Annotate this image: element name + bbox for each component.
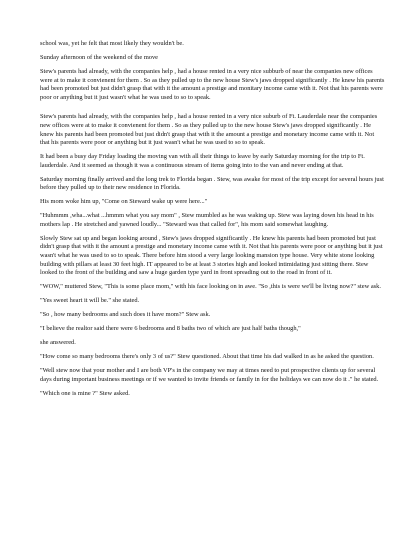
paragraph: Slowly Stew sat up and began looking around , Stew's jaws dropped significantly . He knew his parents had been promoted but just didn't grasp that with it the amount a prestige and monetary income came with it. Not that his parents were poor or anything but it just wasn't what he was used to so to speak. There before him stood a very large looking mansion type house. Very white stone looking building with pillars at least 30 feet high. IT appeared to be at least 3 stories high and looked intimidating just sitting there. Stew looked to the front of the building and saw a huge garden type yard in front spreading out to the road in front of it. [40,234,383,277]
paragraph: school was, yet he felt that most likely they wouldn't be. [40,40,184,47]
paragraph: she answered. [40,339,76,347]
paragraph: "Huhmmm ,wha...what ...hmmm what you say mom" , Stew mumbled as he was waking up. Stew was laying down his head in his mothers lap . He stretched and yawned loudly... "Steward was that called for", his mom said somewhat laughing. [40,212,374,228]
story-text [40,40,385,404]
scene-heading: Sunday afternoon of the weekend of the move [40,53,159,61]
paragraph: It had been a busy day Friday loading the moving van with all their things to leave by early Saturday morning for the trip to Ft. lauderdale. And it seemed as though it was a continuous stream of items going into to the van and never ending at that. [40,153,365,169]
paragraph: Stew's parents had already, with the companies help , had a house rented in a very nice subburb of near the companies new offices were at to make it convienent for them . So as they pulled up to the new house Stew's jaws dropped significantly . He knew his parents had been promoted but just didn't grasp that with it the amount a prestige and monitary income came with it. Not that his parents were poor or anything but it just wasn't what he was used to so to speak. [40,67,385,101]
paragraph: "How come so many bedrooms there's only 3 of us?" Stew questioned. About that time his dad walked in as he asked the question. [40,353,374,361]
paragraph: "Well stew now that your mother and I are both VP's in the company we may at times need to put prospective clients up for several days during important business meetings or if we wanted to invite friends or family in for the holidays we can now do it ." he stated. [40,367,379,383]
paragraph: Saturday morning finally arrived and the long trek to Florida began . Stew, was awake for most of the trip except for several hours just before they pulled up to their new residence in Florida. [40,175,384,192]
paragraph: Stew's parents had already, with the companies help , had a house rented in a very nice suburb of Ft. Lauderdale near the companies new offices were at to make it convienent for them . So as they pulled up to the new house Stew's jaws dropped significantly . He knew his parents had been promoted but just didn't grasp that with it the amount a prestige and monetary income came with it. Not that his parents were poor or anything but it just wasn't what he was used to so to speak. [40,113,378,147]
paragraph: "So , how many bedrooms and such does it have mom?" Stew ask. [40,311,211,319]
paragraph: His mom woke him up, "Come on Steward wake up were here..." [40,198,208,206]
paragraph: "WOW," muttered Stew, "This is some place mom," with his face looking on in awe. "So ,this is were we'll be living now?" stew ask. [40,283,381,291]
paragraph: "Yes sweet heart it will be." she stated. [40,297,140,305]
paragraph: "I believe the realtor said there were 6 bedrooms and 8 baths two of which are just half baths though," [40,325,301,333]
paragraph: "Which one is mine ?" Stew asked. [40,389,130,397]
